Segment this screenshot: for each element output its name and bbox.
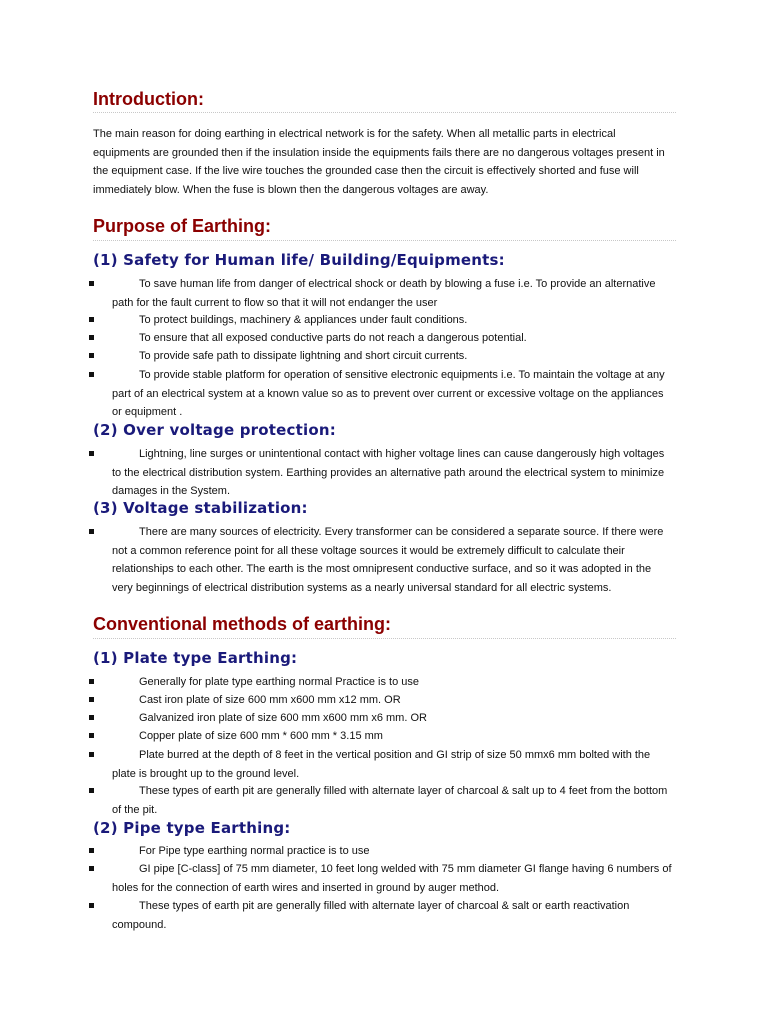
bullet-icon bbox=[89, 353, 94, 358]
introduction-heading: Introduction: bbox=[93, 89, 204, 109]
divider bbox=[93, 638, 676, 639]
bullet-icon bbox=[89, 529, 94, 534]
list-item-text: Generally for plate type earthing normal Practice is to use bbox=[139, 676, 420, 688]
bullet-icon bbox=[89, 697, 94, 702]
list-item-text: For Pipe type earthing normal practice is to use bbox=[139, 845, 370, 857]
list-item-text: Cast iron plate of size 600 mm x600 mm x12 mm. OR bbox=[139, 694, 401, 706]
bullet-icon bbox=[89, 281, 94, 286]
list-item-text: These types of earth pit are generally filled with alternate layer of charcoal & salt up to 4 feet from the bottom of the pit. bbox=[112, 785, 668, 816]
list-item-text: GI pipe [C-class] of 75 mm diameter, 10 feet long welded with 75 mm diameter GI flange having 6 numbers of holes for the connection of earth wires and inserted in ground by auger method. bbox=[112, 863, 672, 894]
list-item-text: These types of earth pit are generally filled with alternate layer of charcoal & salt or earth reactivation compound. bbox=[112, 900, 630, 931]
bullet-icon bbox=[89, 788, 94, 793]
pipe-subheading: (2) Pipe type Earthing: bbox=[93, 819, 291, 837]
stabilization-subheading: (3) Voltage stabilization: bbox=[93, 499, 308, 517]
list-item-text: To provide safe path to dissipate lightning and short circuit currents. bbox=[139, 350, 468, 362]
list-item-text: Galvanized iron plate of size 600 mm x600 mm x6 mm. OR bbox=[139, 712, 427, 724]
bullet-icon bbox=[89, 866, 94, 871]
list-item-text: To save human life from danger of electrical shock or death by blowing a fuse i.e. To provide an alternative path for the fault current to flow so that it will not endanger the user bbox=[112, 278, 656, 309]
list-item-text: Copper plate of size 600 mm * 600 mm * 3.15 mm bbox=[139, 730, 383, 742]
bullet-icon bbox=[89, 451, 94, 456]
bullet-icon bbox=[89, 335, 94, 340]
bullet-icon bbox=[89, 903, 94, 908]
overvoltage-subheading: (2) Over voltage protection: bbox=[93, 421, 336, 439]
safety-subheading: (1) Safety for Human life/ Building/Equipments: bbox=[93, 251, 505, 269]
list-item-text: To ensure that all exposed conductive parts do not reach a dangerous potential. bbox=[139, 332, 527, 344]
bullet-icon bbox=[89, 317, 94, 322]
list-item-text: To protect buildings, machinery & appliances under fault conditions. bbox=[139, 314, 468, 326]
methods-heading: Conventional methods of earthing: bbox=[93, 614, 392, 634]
list-item-text: To provide stable platform for operation of sensitive electronic equipments i.e. To maintain the voltage at any part of an electrical system at a known value so as to prevent over current or excessive voltage on the appliances or equipment . bbox=[112, 369, 665, 418]
list-item-text: There are many sources of electricity. Every transformer can be considered a separate source. If there were not a common reference point for all these voltage sources it would be extremely difficult to calculate their relationships to each other. The earth is the most omnipresent conductive surface, and so it was adopted in the very beginnings of electrical distribution systems as a nearly universal standard for all electric systems. bbox=[112, 526, 664, 594]
divider bbox=[93, 112, 676, 113]
bullet-icon bbox=[89, 733, 94, 738]
divider bbox=[93, 240, 676, 241]
bullet-icon bbox=[89, 752, 94, 757]
list-item-text: Lightning, line surges or unintentional contact with higher voltage lines can cause dangerously high voltages to the electrical distribution system. Earthing provides an alternative path around the electrical system to minimize damages in the System. bbox=[112, 448, 665, 497]
introduction-paragraph: The main reason for doing earthing in electrical network is for the safety. When all metallic parts in electrical equipments are grounded then if the insulation inside the equipments fails there are no dangerous voltages present in the equipment case. If the live wire touches the grounded case then the circuit is effectively shorted and fuse will immediately blow. When the fuse is blown then the dangerous voltages are away. bbox=[93, 128, 665, 196]
plate-subheading: (1) Plate type Earthing: bbox=[93, 649, 298, 667]
list-item-text: Plate burred at the depth of 8 feet in the vertical position and GI strip of size 50 mmx6 mm bolted with the plate is brought up to the ground level. bbox=[112, 749, 651, 780]
purpose-heading: Purpose of Earthing: bbox=[93, 216, 272, 236]
bullet-icon bbox=[89, 715, 94, 720]
bullet-icon bbox=[89, 848, 94, 853]
bullet-icon bbox=[89, 679, 94, 684]
bullet-icon bbox=[89, 372, 94, 377]
